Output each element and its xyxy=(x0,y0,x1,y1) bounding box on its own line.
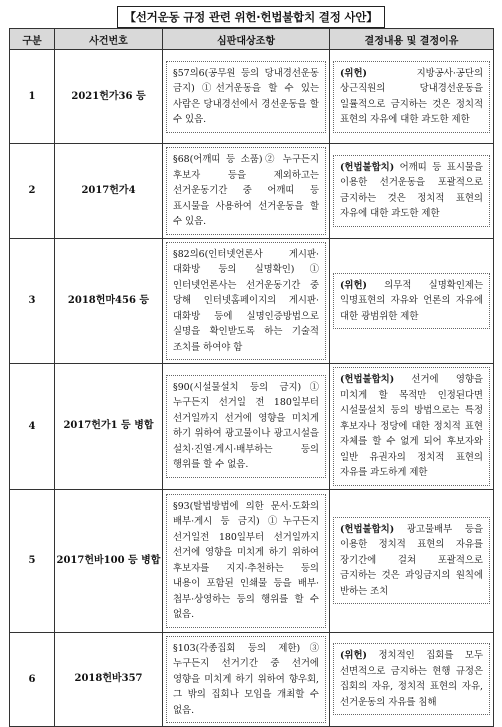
row-law: §90(시설물설치 등의 금지)① 누구든지 선거일 전 180일부터 선거일까지 선거에 영향을 미치게 하기 위하여 광고물이나 광고시설을 설치·진열·게시·배부하는 등의 행위를 할 수 없음. xyxy=(166,375,326,478)
table-row xyxy=(10,364,494,490)
row-law: §103(각종집회 등의 제한)③ 누구든지 선거기간 중 선거에 영향을 미치게 하기 위하여 향우회, 그 밖의 집회나 모임을 개최할 수 없음. xyxy=(166,636,326,724)
header-case: 사건번호 xyxy=(55,29,163,50)
row-case: 2017헌바100 등 병합 xyxy=(55,489,163,632)
row-num: 2 xyxy=(10,144,55,239)
row-law: §68(어깨띠 등 소품)② 누구든지 후보자 등을 제외하고는 선거운동기간 중 어깨띠 등 표시물을 사용하여 선거운동을 할 수 있음. xyxy=(166,147,326,235)
row-case: 2018헌마456 등 xyxy=(55,238,163,364)
row-result xyxy=(333,155,490,227)
document-title: 【선거운동 규정 관련 위헌·헌법불합치 결정 사안】 xyxy=(117,6,384,28)
header-law: 심판대상조항 xyxy=(163,29,330,50)
table-row xyxy=(10,144,494,239)
result-text: 정치적인 집회를 모두 선면적으로 금지하는 현행 규정은 집회의 자유, 정치적 표현의 자유, 선거운동의 자유를 침해 xyxy=(340,650,483,708)
row-case: 2017헌가1 등 병합 xyxy=(55,364,163,490)
result-tag: (위헌) xyxy=(340,650,367,662)
result-text: 의무적 실명확인제는 익명표현의 자유와 언론의 자유에 대한 광범위한 제한 xyxy=(340,279,483,322)
result-text: 선거에 영향을 미치게 할 목적만 인정된다면 시설물설치 등의 방법으로는 특정 후보자나 정당에 대한 정치적 표현 자체를 할 수 없게 되어 후보자와 일반 유권자의 정치적 표현의 자유를 과도하게 제한 xyxy=(340,374,483,478)
row-result xyxy=(333,643,490,715)
row-num: 4 xyxy=(10,364,55,490)
result-text: 광고물배부 등을 이용한 정치적 표현의 자유를 장기간에 걸쳐 포괄적으로 금지하는 것은 과잉금지의 원칙에 반하는 조치 xyxy=(340,523,483,597)
row-result xyxy=(333,61,490,133)
row-case: 2017헌가4 xyxy=(55,144,163,239)
result-tag: (헌법불합치) xyxy=(340,161,395,173)
row-law: §57의6(공무원 등의 당내경선운동 금지) ①선거운동을 할 수 있는 사람은 당내경선에서 경선운동을 할 수 있음. xyxy=(166,61,326,133)
header-result: 결정내용 및 결정이유 xyxy=(330,29,494,50)
header-num: 구분 xyxy=(10,29,55,50)
row-law: §93(탈법방법에 의한 문서·도화의 배부·게시 등 금지) ①누구든지 선거일전 180일부터 선거일까지 선거에 영향을 미치게 하기 위하여 후보자를 지지·추천하는 등의 내용이 포함된 인쇄물 등을 배부·첩부·상영하는 등의 행위를 할 수 없음. xyxy=(166,494,326,628)
table-row xyxy=(10,238,494,364)
row-result xyxy=(333,517,490,605)
decision-table xyxy=(9,28,494,727)
row-case: 2018헌바357 xyxy=(55,632,163,727)
document-title-box xyxy=(0,6,502,28)
table-row xyxy=(10,489,494,632)
row-num: 6 xyxy=(10,632,55,727)
row-case: 2021헌가36 등 xyxy=(55,50,163,144)
row-num: 1 xyxy=(10,50,55,144)
table-header-row xyxy=(10,29,494,50)
table-row xyxy=(10,50,494,144)
result-tag: (헌법불합치) xyxy=(340,374,395,385)
result-tag: (위헌) xyxy=(340,279,367,291)
row-result xyxy=(333,367,490,486)
result-tag: (위헌) xyxy=(340,67,367,79)
row-num: 3 xyxy=(10,238,55,364)
table-row xyxy=(10,632,494,727)
row-result xyxy=(333,273,490,330)
row-num: 5 xyxy=(10,489,55,632)
result-text: 지방공사·공단의 상근직원의 당내경선운동을 일률적으로 금지하는 것은 정치적 표현의 자유에 대한 과도한 제한 xyxy=(340,67,483,125)
row-law: §82의6(인터넷언론사 게시판·대화방 등의 실명확인)① 인터넷언론사는 선거운동기간 중 당해 인터넷홈페이지의 게시판·대화방 등에 실명인증방법으로 실명을 확인받도록 하는 기술적 조치를 하여야 함 xyxy=(166,242,326,361)
result-tag: (헌법불합치) xyxy=(340,523,395,535)
result-text: 어깨띠 등 표시물을 이용한 선거운동을 포괄적으로 금지하는 것은 정치적 표현의 자유에 대한 과도한 제한 xyxy=(340,161,483,220)
